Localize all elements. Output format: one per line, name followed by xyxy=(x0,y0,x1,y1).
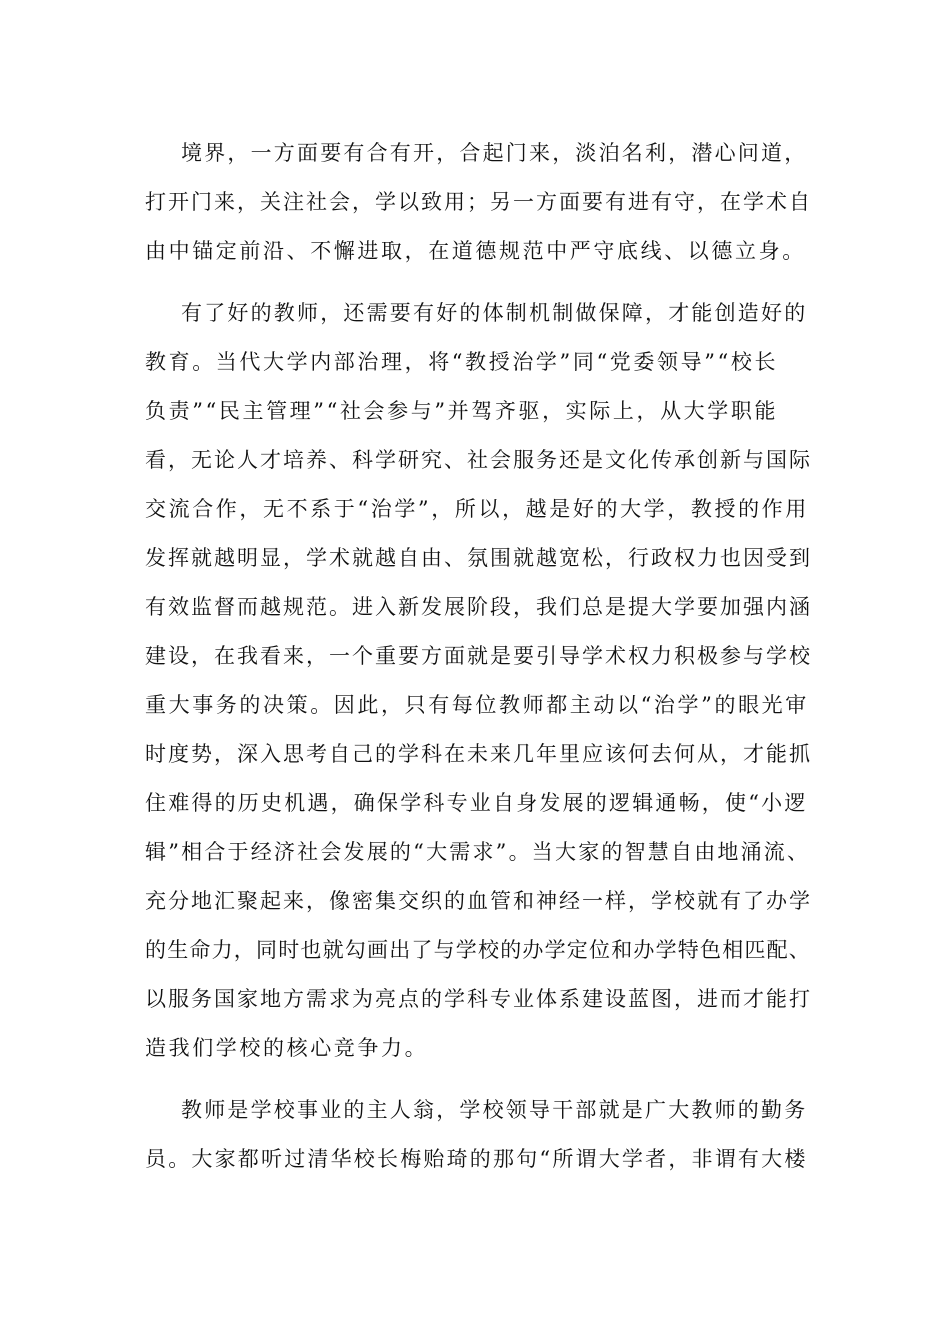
text-line: 看，无论人才培养、科学研究、社会服务还是文化传承创新与国际 xyxy=(145,448,812,472)
text-line: 教师是学校事业的主人翁，学校领导干部就是广大教师的勤务 xyxy=(181,1098,808,1122)
text-line: 有效监督而越规范。进入新发展阶段，我们总是提大学要加强内涵 xyxy=(145,595,812,619)
text-line: 负责”“民主管理”“社会参与”并驾齐驱，实际上，从大学职能 xyxy=(145,399,779,423)
text-line: 充分地汇聚起来，像密集交织的血管和神经一样，学校就有了办学 xyxy=(145,889,812,913)
text-line: 重大事务的决策。因此，只有每位教师都主动以“治学”的眼光审 xyxy=(145,693,809,717)
text-line: 交流合作，无不系于“治学”，所以，越是好的大学，教授的作用 xyxy=(145,497,809,521)
text-line: 打开门来，关注社会，学以致用；另一方面要有进有守，在学术自 xyxy=(145,190,812,214)
text-line: 辑”相合于经济社会发展的“大需求”。当大家的智慧自由地涌流、 xyxy=(145,840,811,864)
text-line: 发挥就越明显，学术就越自由、氛围就越宽松，行政权力也因受到 xyxy=(145,546,812,570)
text-line: 有了好的教师，还需要有好的体制机制做保障，才能创造好的 xyxy=(181,301,808,325)
text-line: 以服务国家地方需求为亮点的学科专业体系建设蓝图，进而才能打 xyxy=(145,987,812,1011)
text-line: 造我们学校的核心竞争力。 xyxy=(145,1036,429,1060)
text-line: 境界，一方面要有合有开，合起门来，淡泊名利，潜心问道， xyxy=(181,141,808,165)
text-line: 住难得的历史机遇，确保学科专业自身发展的逻辑通畅，使“小逻 xyxy=(145,791,808,815)
text-line: 的生命力，同时也就勾画出了与学校的办学定位和办学特色相匹配、 xyxy=(145,938,811,962)
text-line: 由中锚定前沿、不懈进取，在道德规范中严守底线、以德立身。 xyxy=(145,239,806,263)
text-line: 时度势，深入思考自己的学科在未来几年里应该何去何从，才能抓 xyxy=(145,742,812,766)
text-line: 建设，在我看来，一个重要方面就是要引导学术权力积极参与学校 xyxy=(145,644,812,668)
text-line: 员。大家都听过清华校长梅贻琦的那句“所谓大学者，非谓有大楼 xyxy=(145,1147,808,1171)
text-line: 教育。当代大学内部治理，将“教授治学”同“党委领导”“校长 xyxy=(145,350,779,374)
